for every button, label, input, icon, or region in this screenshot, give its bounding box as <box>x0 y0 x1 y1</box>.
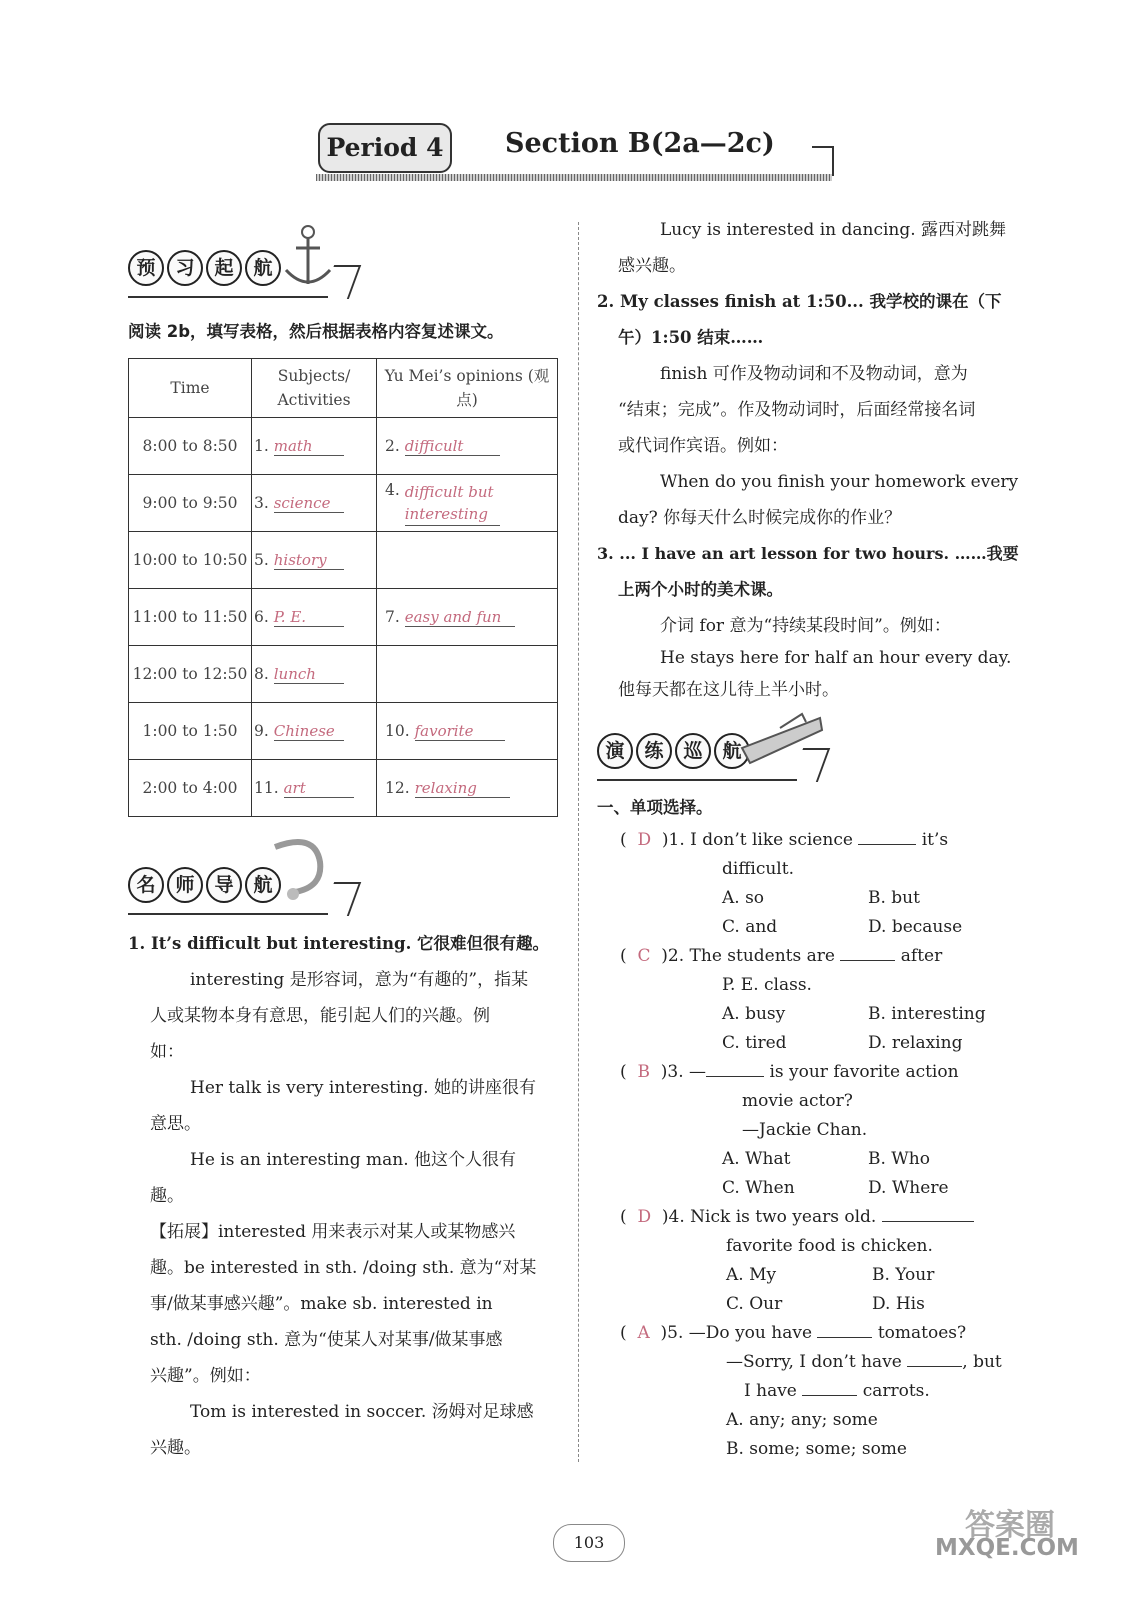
guide-line: 感兴趣。 <box>618 256 686 276</box>
column-header: Subjects/ Activities <box>252 359 377 418</box>
guide-line: Tom is interested in soccer. 汤姆对足球感 <box>190 1402 534 1422</box>
item-number: 9. <box>254 721 269 740</box>
answer: easy and fun <box>405 608 515 627</box>
option: D. relaxing <box>868 1033 963 1053</box>
question-stem: , but <box>962 1352 1002 1372</box>
banner-char: 预 <box>128 250 164 286</box>
watermark-logo: 答案圈 <box>965 1508 1055 1543</box>
question-2: ( C )2. The students are after <box>620 942 942 971</box>
subject-cell <box>252 646 377 703</box>
question-stem-line: favorite food is chicken. <box>726 1236 933 1256</box>
answer: history <box>274 551 344 570</box>
time-cell: 12:00 to 12:50 <box>129 646 252 703</box>
time-cell: 1:00 to 1:50 <box>129 703 252 760</box>
option: A. any; any; some <box>726 1410 878 1430</box>
item-number: 4. <box>385 480 400 499</box>
guide-line: sth. /doing sth. 意为“使某人对某事/做某事感 <box>150 1330 503 1350</box>
banner-char: 航 <box>245 250 281 286</box>
table-row <box>129 703 558 760</box>
guide-line: 他每天都在这儿待上半小时。 <box>618 680 839 700</box>
item-number: 3. <box>254 493 269 512</box>
banner-char: 名 <box>128 867 164 903</box>
guide-point-3-title: 3. ... I have an art lesson for two hours. ……我要 <box>597 544 1019 563</box>
guide-banner <box>128 867 284 909</box>
question-answer: A <box>637 1323 650 1343</box>
answer-blank <box>802 1377 857 1396</box>
banner-underline <box>128 296 328 298</box>
banner-char: 师 <box>167 867 203 903</box>
question-stem-line: difficult. <box>722 859 794 879</box>
subject-cell <box>252 703 377 760</box>
guide-line: finish 可作及物动词和不及物动词，意为 <box>660 364 968 384</box>
table-row <box>129 646 558 703</box>
question-answer: B <box>637 1062 650 1082</box>
column-header: Yu Mei’s opinions (观点) <box>377 359 558 418</box>
subject-cell <box>252 532 377 589</box>
question-1: ( D )1. I don’t like science it’s <box>620 826 948 855</box>
guide-line: 午）1:50 结束…… <box>618 328 764 347</box>
answer-blank <box>817 1319 872 1338</box>
answer: difficult but interesting <box>405 481 500 526</box>
time-cell: 8:00 to 8:50 <box>129 418 252 475</box>
watermark: MXQE.COM <box>935 1535 1079 1561</box>
option: C. tired <box>722 1033 787 1053</box>
guide-line: 趣。be interested in sth. /doing sth. 意为“对某 <box>150 1258 537 1278</box>
answer: Chinese <box>274 722 344 741</box>
guide-line: “结束；完成”。作及物动词时，后面经常接名词 <box>618 400 976 420</box>
option: A. busy <box>722 1004 786 1024</box>
guide-line: Her talk is very interesting. 她的讲座很有 <box>190 1078 536 1098</box>
question-stem: tomatoes? <box>877 1323 967 1343</box>
opinion-cell <box>377 475 558 532</box>
question-answer: D <box>637 1207 652 1227</box>
option: C. and <box>722 917 778 937</box>
guide-line: 趣。 <box>150 1186 184 1206</box>
table-row <box>129 589 558 646</box>
answer: math <box>274 437 344 456</box>
table-row <box>129 760 558 817</box>
time-cell: 11:00 to 11:50 <box>129 589 252 646</box>
answer: P. E. <box>274 608 344 627</box>
option: B. Who <box>868 1149 930 1169</box>
header-corner-decoration <box>812 146 834 176</box>
guide-line: 介词 for 意为“持续某段时间”。例如： <box>660 616 951 636</box>
option: B. Your <box>872 1265 935 1285</box>
answer-blank <box>840 942 895 961</box>
answer: relaxing <box>415 779 510 798</box>
table-row <box>129 418 558 475</box>
answer: difficult <box>405 437 500 456</box>
question-5: ( A )5. —Do you have tomatoes? <box>620 1319 966 1348</box>
opinion-cell <box>377 532 558 589</box>
guide-line: 人或某物本身有意思，能引起人们的兴趣。例 <box>150 1006 490 1026</box>
time-cell: 2:00 to 4:00 <box>129 760 252 817</box>
answer-blank <box>907 1348 962 1367</box>
question-stem-line: movie actor? <box>742 1091 853 1111</box>
time-cell: 10:00 to 10:50 <box>129 532 252 589</box>
question-stem-line <box>726 1348 1002 1377</box>
table-header-row <box>129 359 558 418</box>
guide-line: Lucy is interested in dancing. 露西对跳舞 <box>660 220 1007 240</box>
item-number: 8. <box>254 664 269 683</box>
question-stem: is your favorite action <box>769 1062 959 1082</box>
question-stem: I have <box>744 1381 797 1401</box>
answer: science <box>274 494 344 513</box>
answer-blank <box>706 1058 764 1077</box>
answer: lunch <box>274 665 344 684</box>
banner-underline <box>597 779 797 781</box>
guide-line: He stays here for half an hour every day. <box>660 648 1012 668</box>
opinion-cell <box>377 703 558 760</box>
opinion-cell <box>377 760 558 817</box>
question-3: ( B )3. — is your favorite action <box>620 1058 959 1087</box>
banner-char: 导 <box>206 867 242 903</box>
preview-banner <box>128 250 284 292</box>
option: A. My <box>726 1265 777 1285</box>
option: D. because <box>868 917 963 937</box>
subject-cell <box>252 760 377 817</box>
item-number: 1. <box>254 436 269 455</box>
question-stem: it’s <box>921 830 949 850</box>
question-stem-line: —Jackie Chan. <box>742 1120 868 1140</box>
guide-point-1-title: 1. It’s difficult but interesting. 它很难但很有趣。 <box>128 934 550 953</box>
subject-cell <box>252 418 377 475</box>
column-header: Time <box>129 359 252 418</box>
answer: favorite <box>415 722 505 741</box>
guide-line: day? 你每天什么时候完成你的作业？ <box>618 508 902 528</box>
banner-underline <box>128 913 328 915</box>
option: B. but <box>868 888 920 908</box>
question-stem-line <box>744 1377 930 1406</box>
guide-line: 兴趣。 <box>150 1438 201 1458</box>
option: A. What <box>722 1149 791 1169</box>
item-number: 11. <box>254 778 279 797</box>
section-title: Section B(2a—2c) <box>505 128 775 159</box>
guide-line: 或代词作宾语。例如： <box>618 436 788 456</box>
answer-blank <box>858 826 916 845</box>
table-row <box>129 532 558 589</box>
period-label: Period 4 <box>318 123 452 173</box>
practice-heading: 一、单项选择。 <box>597 798 713 817</box>
option: D. Where <box>868 1178 949 1198</box>
question-stem: )5. —Do you have <box>660 1323 813 1343</box>
guide-line: 意思。 <box>150 1114 201 1134</box>
item-number: 7. <box>385 607 400 626</box>
question-stem: after <box>900 946 943 966</box>
item-number: 2. <box>385 436 400 455</box>
guide-point-2-title: 2. My classes finish at 1:50... 我学校的课在（下 <box>597 292 1002 311</box>
item-number: 12. <box>385 778 410 797</box>
question-stem: )1. I don’t like science <box>661 830 853 850</box>
item-number: 5. <box>254 550 269 569</box>
guide-line: 兴趣”。例如： <box>150 1366 261 1386</box>
subject-cell <box>252 589 377 646</box>
banner-char: 起 <box>206 250 242 286</box>
opinion-cell <box>377 418 558 475</box>
table-row <box>129 475 558 532</box>
item-number: 6. <box>254 607 269 626</box>
answer: art <box>284 779 354 798</box>
page-number: 103 <box>553 1524 625 1562</box>
banner-char: 练 <box>636 733 672 769</box>
guide-line: 事/做某事感兴趣”。make sb. interested in <box>150 1294 493 1314</box>
question-stem: )2. The students are <box>661 946 835 966</box>
guide-line: He is an interesting man. 他这个人很有 <box>190 1150 517 1170</box>
option: C. When <box>722 1178 795 1198</box>
question-stem: carrots. <box>862 1381 930 1401</box>
question-stem: )4. Nick is two years old. <box>661 1207 877 1227</box>
question-stem-line: P. E. class. <box>722 975 812 995</box>
question-4: ( D )4. Nick is two years old. <box>620 1203 974 1232</box>
banner-char: 巡 <box>675 733 711 769</box>
guide-line: 【拓展】interested 用来表示对某人或某物感兴 <box>150 1222 516 1242</box>
option: C. Our <box>726 1294 783 1314</box>
banner-char: 航 <box>714 733 750 769</box>
table-instruction: 阅读 2b，填写表格，然后根据表格内容复述课文。 <box>128 322 504 341</box>
question-stem: —Sorry, I don’t have <box>726 1352 902 1372</box>
opinion-cell <box>377 646 558 703</box>
column-divider <box>578 222 579 1462</box>
option: B. some; some; some <box>726 1439 907 1459</box>
subject-cell <box>252 475 377 532</box>
banner-char: 演 <box>597 733 633 769</box>
question-answer: D <box>637 830 652 850</box>
time-cell: 9:00 to 9:50 <box>129 475 252 532</box>
opinion-cell <box>377 589 558 646</box>
schedule-table <box>128 358 558 817</box>
banner-char: 习 <box>167 250 203 286</box>
option: A. so <box>722 888 765 908</box>
option: D. His <box>872 1294 925 1314</box>
guide-line: 上两个小时的美术课。 <box>618 580 783 599</box>
question-answer: C <box>637 946 651 966</box>
question-stem: )3. — <box>660 1062 707 1082</box>
item-number: 10. <box>385 721 410 740</box>
guide-line: When do you finish your homework every <box>660 472 1019 492</box>
answer-blank <box>882 1203 974 1222</box>
option: B. interesting <box>868 1004 986 1024</box>
guide-line: interesting 是形容词，意为“有趣的”，指某 <box>190 970 529 990</box>
header-underline <box>316 174 832 181</box>
guide-line: 如： <box>150 1042 184 1062</box>
banner-char: 航 <box>245 867 281 903</box>
practice-banner <box>597 733 753 775</box>
